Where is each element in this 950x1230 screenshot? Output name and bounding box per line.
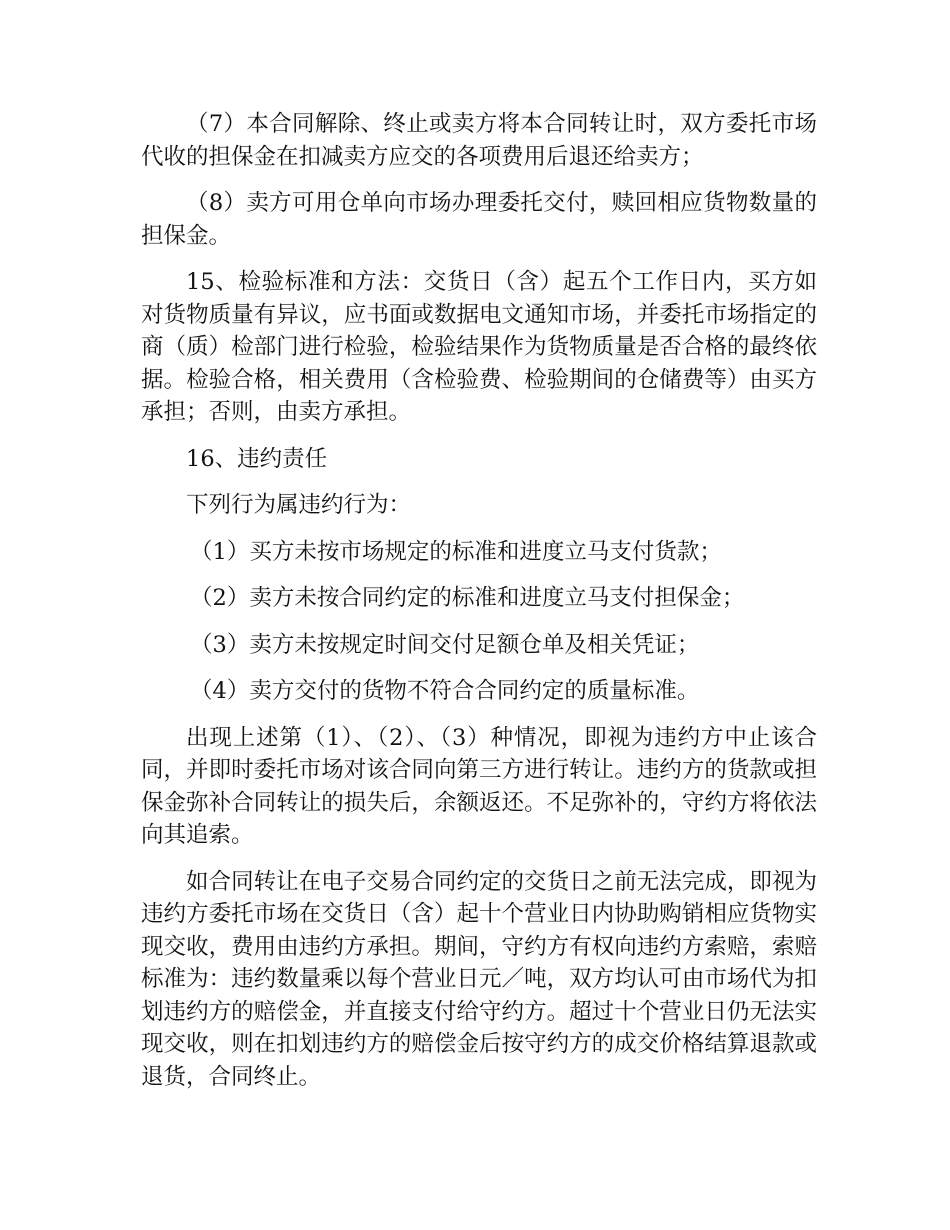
breach-item-3: （3）卖方未按规定时间交付足额仓单及相关凭证； bbox=[190, 631, 700, 658]
breach-consequence: 出现上述第（1）、（2）、（3）种情况，即视为违约方中止该合同，并即时委托市场对该合同向第三方进行转让。违约方的货款或担保金弥补合同转让的损失后，余额返还。不足弥补的，守约方将依法向其追索。 bbox=[141, 724, 817, 848]
transfer-failure-clause: 如合同转让在电子交易合同约定的交货日之前无法完成，即视为违约方委托市场在交货日（含）起十个营业日内协助购销相应货物实现交收，费用由违约方承担。期间，守约方有权向违约方索赔，索赔标准为：违约数量乘以每个营业日元／吨，双方均认可由市场代为扣划违约方的赔偿金，并直接支付给守约方。超过十个营业日仍无法实现交收，则在扣划违约方的赔偿金后按守约方的成交价格结算退款或退货，合同终止。 bbox=[141, 868, 817, 1090]
section-16-heading: 16、违约责任 bbox=[186, 445, 328, 472]
clause-8-warehouse-receipt: （8）卖方可用仓单向市场办理委托交付，赎回相应货物数量的担保金。 bbox=[141, 190, 817, 249]
breach-item-2: （2）卖方未按合同约定的标准和进度立马支付担保金； bbox=[190, 585, 745, 611]
breach-item-4: （4）卖方交付的货物不符合合同约定的质量标准。 bbox=[190, 678, 700, 704]
breach-intro: 下列行为属违约行为： bbox=[186, 492, 412, 518]
document-body bbox=[141, 108, 817, 1107]
clause-7-termination-refund: （7）本合同解除、终止或卖方将本合同转让时，双方委托市场代收的担保金在扣减卖方应交的各项费用后退还给卖方； bbox=[141, 111, 817, 170]
section-15-inspection: 15、检验标准和方法：交货日（含）起五个工作日内，买方如对货物质量有异议，应书面或数据电文通知市场，并委托市场指定的商（质）检部门进行检验，检验结果作为货物质量是否合格的最终依据。检验合格，相关费用（含检验费、检验期间的仓储费等）由买方承担；否则，由卖方承担。 bbox=[141, 269, 817, 425]
breach-item-1: （1）买方未按市场规定的标准和进度立马支付货款； bbox=[190, 538, 722, 565]
